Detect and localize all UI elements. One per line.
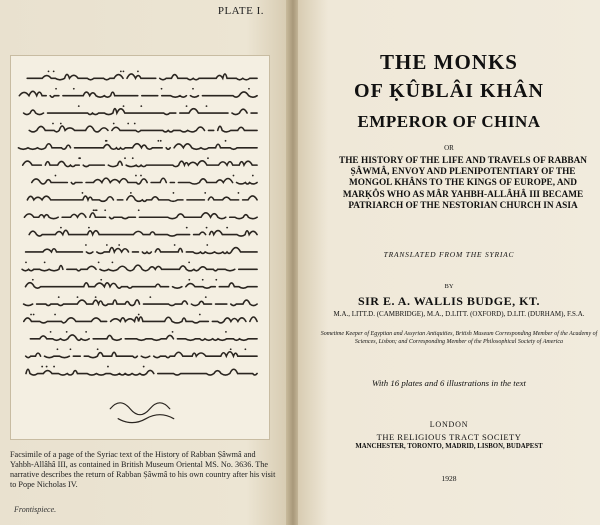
plate-label: PLATE I. — [217, 5, 264, 17]
title-line-2: OF ḲÛBLÂI KHÂN — [354, 80, 544, 102]
syriac-manuscript-facsimile — [10, 55, 270, 440]
author-name: SIR E. A. WALLIS BUDGE, KT. — [357, 294, 541, 308]
author-degrees: M.A., LITT.D. (CAMBRIDGE), M.A., D.LITT. (OXFORD), D.LIT. (DURHAM), F.S.A. — [333, 310, 585, 318]
title-line-1: THE MONKS — [380, 50, 518, 74]
translated-note: TRANSLATED FROM THE SYRIAC — [383, 250, 515, 259]
frontispiece-label: Frontispiece. — [14, 505, 57, 514]
manuscript-script-image — [11, 56, 269, 439]
publisher-branches: MANCHESTER, TORONTO, MADRID, LISBON, BUDAPEST — [355, 443, 543, 450]
by-label: BY — [444, 283, 454, 290]
publication-year: 1928 — [441, 474, 457, 483]
publisher-name: THE RELIGIOUS TRACT SOCIETY — [376, 432, 522, 442]
title-line-3: EMPEROR OF CHINA — [357, 112, 541, 131]
publisher-city: LONDON — [429, 420, 469, 429]
or-divider: OR — [444, 144, 454, 152]
right-page-title — [298, 0, 600, 525]
plate-caption: Facsimile of a page of the Syriac text of the History of Rabban Ṣâwmâ and Yahbh-Allâhâ III, as contained in British Museum Oriental MS. No. 3636. The narrative describes the return of Rabban Ṣâwmâ to his own country after his visit to Pope Nicholas IV. — [10, 450, 276, 489]
left-page-frontispiece — [0, 0, 290, 525]
illustrations-note: With 16 plates and 6 illustrations in the text — [372, 378, 526, 388]
author-positions: Sometime Keeper of Egyptian and Assyrian Antiquities, British Museum Corresponding Member of the Academy of Sciences, Lisbon; and Corresponding Member of the Philosophical Society of America — [320, 331, 598, 345]
subtitle-history: THE HISTORY OF THE LIFE AND TRAVELS OF RABBAN ṢÂWMÂ, ENVOY AND PLENIPOTENTIARY OF THE MONGOL KHÂNS TO THE KINGS OF EUROPE, AND MARḲÔS WHO AS MÂR YAHBH-ALLÂHÂ III BECAME PATRIARCH OF THE NESTORIAN CHURCH IN ASIA — [339, 156, 587, 211]
